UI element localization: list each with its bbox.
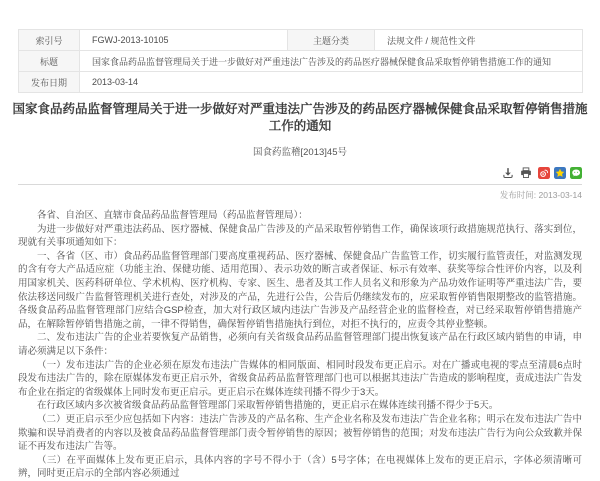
- paragraph-section-2: 二、发布违法广告的企业若要恢复产品销售，必须向有关省级食品药品监督管理部门提出恢复该产品在行政区域内销售的申请，申请必须满足以下条件：: [18, 332, 582, 357]
- share-toolbar: [18, 166, 582, 179]
- table-row: [19, 30, 583, 51]
- paragraph-section-1: 一、各省（区、市）食品药品监督管理部门要高度重视药品、医疗器械、保健食品广告监管工作，切实履行监管责任，对监测发现的含有夸大产品适应症（功能主治、保健功能、适用范围）、表示功效的断言或者保证、标示有效率、获奖等综合性评价内容，以及利用国家机关、医药科研单位、学术机构、医疗机构、专家、医生、患者及其工作人员名义和形象为产品功效作证明等严重违法广告，要依法移送同级广告监督管理机关进行查处，对涉及的产品，先进行公告，公告后仍继续发布的，应采取暂停销售限期整改的监管措施。各级食品药品监督管理部门应结合GSP检查，加大对行政区域内违法广告涉及产品经营企业的监督检查，对已经采取暂停销售措施产品，在解除暂停销售措施之前，一律不得销售，确保暂停销售措施执行到位，对拒不执行的，应责令其停业整顿。: [18, 250, 582, 330]
- publish-time-label: 发布时间:: [499, 190, 537, 200]
- publish-date-value: 2013-03-14: [80, 72, 583, 93]
- share-qzone-icon[interactable]: [554, 167, 566, 179]
- publish-date-label: 发布日期: [19, 72, 80, 93]
- share-weibo-icon[interactable]: [538, 167, 550, 179]
- divider: [18, 184, 582, 185]
- paragraph-intro: 为进一步做好对严重违法药品、医疗器械、保健食品广告涉及的产品采取暂停销售工作，确保该项行政措施规范执行、落实到位，现就有关事项通知如下：: [18, 223, 582, 249]
- category-value: 法规文件 / 规范性文件: [375, 30, 583, 51]
- table-row: [19, 51, 583, 72]
- share-wechat-icon[interactable]: [570, 167, 582, 179]
- paragraph-item-2: （二）更正启示至少应包括如下内容：违法广告涉及的产品名称、生产企业名称及发布违法广告企业名称；明示在发布违法广告中欺骗和误导消费者的内容以及被食品药品监督管理部门责令暂停销售的原因；被暂停销售的范围；对发布违法广告行为向公众致歉并保证不再发布违法广告等。: [18, 413, 582, 453]
- download-icon[interactable]: [502, 167, 514, 179]
- paragraph-item-3: （三）在平面媒体上发布更正启示，具体内容的字号不得小于（含）5号字体；在电视媒体上发布的更正启示，字体必须清晰可辨，同时更正启示的全部内容必须通过: [18, 454, 582, 480]
- publish-time-value: 2013-03-14: [538, 190, 582, 200]
- category-label: 主题分类: [288, 30, 375, 51]
- doc-title-value: 国家食品药品监督管理局关于进一步做好对严重违法广告涉及的药品医疗器械保健食品采取暂停销售措施工作的通知: [80, 51, 583, 72]
- page-title: 国家食品药品监督管理局关于进一步做好对严重违法广告涉及的药品医疗器械保健食品采取暂停销售措施工作的通知: [12, 102, 588, 133]
- index-number-value: FGWJ-2013-10105: [80, 30, 288, 51]
- article-body: [18, 209, 582, 481]
- paragraph-item-1-note: 在行政区域内多次被省级食品药品监督管理部门采取暂停销售措施的，更正启示在媒体连续刊播不得少于5天。: [37, 400, 499, 412]
- paragraph-item-1: （一）发布违法广告的企业必须在原发布违法广告媒体的相同版面、相同时段发布更正启示。对在广播或电视的零点至清晨6点时段发布违法广告的，除在原媒体发布更正启示外，省级食品药品监督管理部门也可以根据其违法广告造成的影响程度，责成违法广告发布企业在指定的省级媒体上同时发布更正启示。更正启示在媒体连续刊播不得少于3天。: [18, 359, 582, 398]
- meta-table: [18, 29, 583, 93]
- paragraph-greeting: 各省、自治区、直辖市食品药品监督管理局（药品监督管理局）：: [37, 210, 308, 221]
- index-number-label: 索引号: [19, 30, 80, 51]
- table-row: [19, 72, 583, 93]
- print-icon[interactable]: [520, 167, 532, 179]
- publish-time: [18, 189, 582, 201]
- doc-number: 国食药监稽[2013]45号: [253, 147, 347, 158]
- doc-title-label: 标题: [19, 51, 80, 72]
